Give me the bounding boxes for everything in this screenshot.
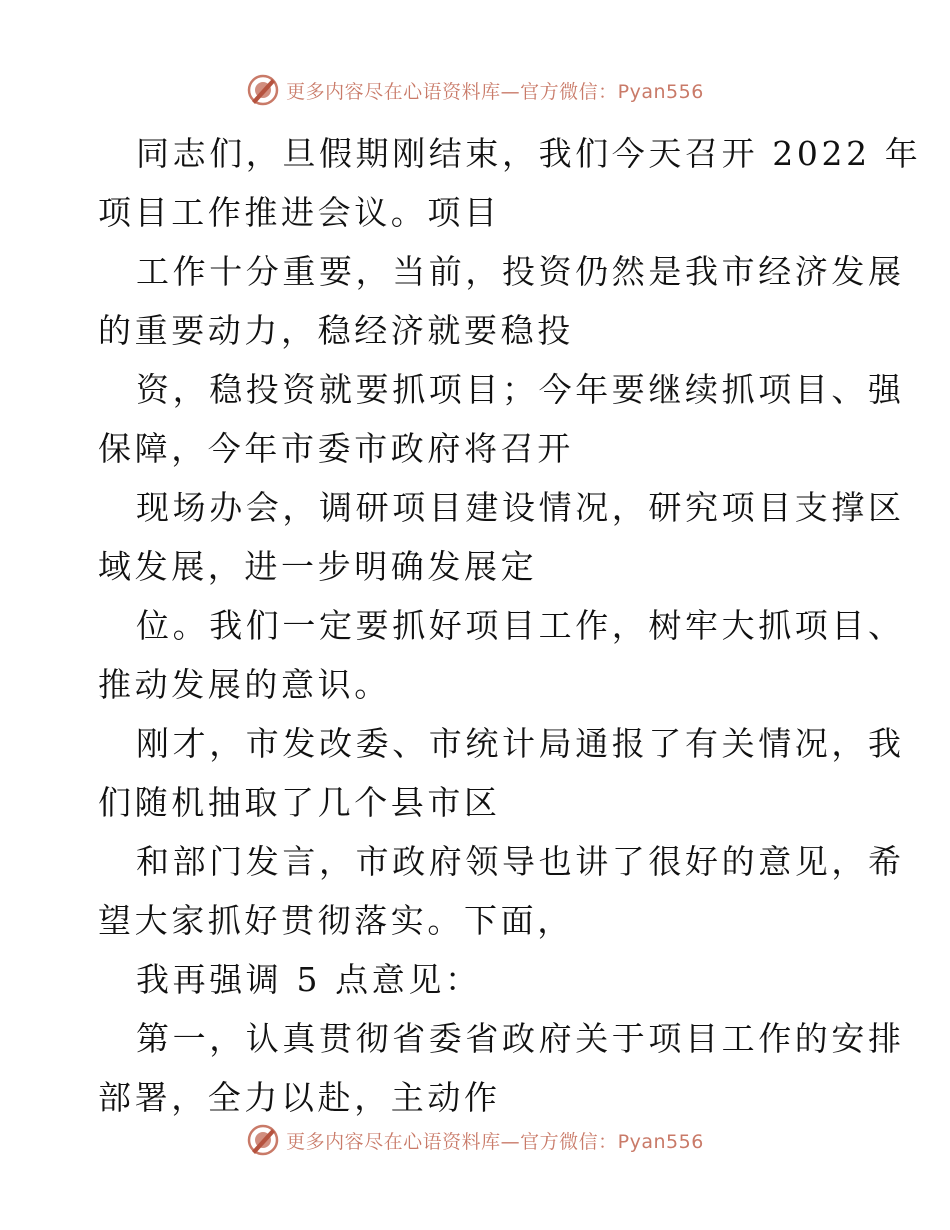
paragraph (98, 242, 905, 360)
text-line: 资，稳投资就要抓项目；今年要继续抓项目、强 (136, 370, 905, 409)
text-line: 的重要动力，稳经济就要稳投 (98, 311, 574, 350)
paragraph (98, 124, 922, 242)
text-line: 我再强调 5 点意见： (136, 960, 482, 999)
text-line: 保障，今年市委市政府将召开 (98, 429, 574, 468)
text-line: 项目工作推进会议。项目 (98, 193, 501, 232)
text-line: 和部门发言，市政府领导也讲了很好的意见，希 (136, 842, 905, 881)
text-line: 刚才，市发改委、市统计局通报了有关情况，我 (136, 724, 905, 763)
pen-logo-icon (246, 73, 280, 107)
paragraph (98, 832, 905, 950)
paragraph (98, 596, 905, 714)
watermark-text: 更多内容尽在心语资料库—官方微信：Pyan556 (286, 80, 704, 103)
paragraph (98, 360, 905, 478)
text-line: 域发展，进一步明确发展定 (98, 547, 538, 586)
text-line: 部署，全力以赴，主动作 (98, 1078, 501, 1117)
document-body (98, 124, 922, 1127)
text-line: 现场办会，调研项目建设情况，研究项目支撑区 (136, 488, 905, 527)
paragraph (98, 950, 858, 1009)
text-line: 位。我们一定要抓好项目工作，树牢大抓项目、 (136, 606, 905, 645)
text-line: 们随机抽取了几个县市区 (98, 783, 501, 822)
paragraph (98, 1009, 905, 1127)
paragraph (98, 714, 905, 832)
text-line: 同志们，旦假期刚结束，我们今天召开 2022 年 (136, 134, 922, 173)
header-watermark-banner (0, 70, 950, 110)
pen-logo-icon (246, 1123, 280, 1157)
paragraph (98, 478, 905, 596)
text-line: 望大家抓好贯彻落实。下面， (98, 901, 574, 940)
footer-watermark-banner (0, 1120, 950, 1160)
text-line: 推动发展的意识。 (98, 665, 391, 704)
text-line: 工作十分重要，当前，投资仍然是我市经济发展 (136, 252, 905, 291)
text-line: 第一，认真贯彻省委省政府关于项目工作的安排 (136, 1019, 905, 1058)
watermark-text: 更多内容尽在心语资料库—官方微信：Pyan556 (286, 1130, 704, 1153)
